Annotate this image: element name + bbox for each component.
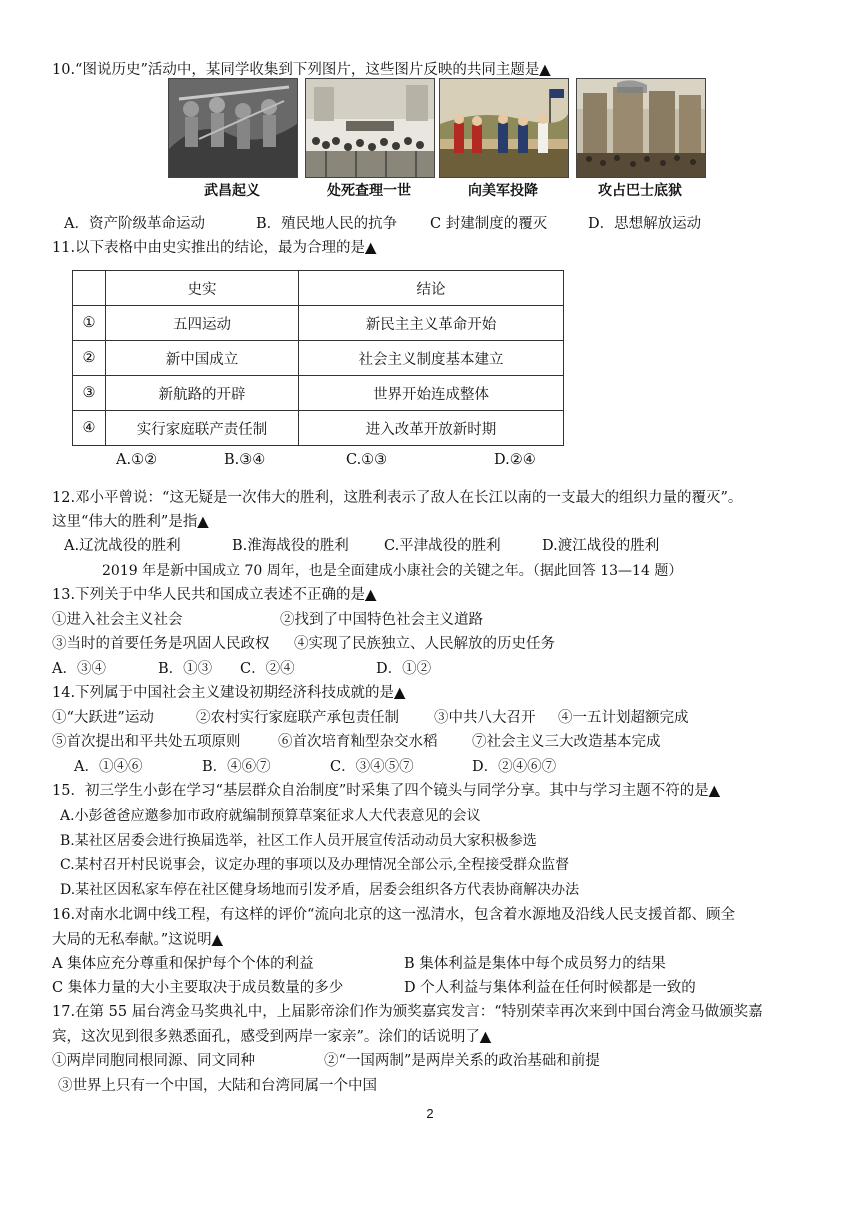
q16-option-a[interactable]: A 集体应充分尊重和保护每个个体的利益: [52, 956, 314, 972]
row-number: ④: [73, 411, 106, 446]
q11-option-a[interactable]: A.①②: [116, 452, 158, 468]
q12-stem-line1: 12.邓小平曾说：“这无疑是一次伟大的胜利，这胜利表示了敌人在长江以南的一支最大的组织力量的覆灭”。: [52, 490, 743, 506]
q15-option-b[interactable]: B.某社区居委会进行换届选举，社区工作人员开展宣传活动动员大家积极参选: [60, 833, 537, 849]
q14-option-d[interactable]: D．②④⑥⑦: [472, 759, 557, 775]
q11-option-b[interactable]: B.③④: [224, 452, 266, 468]
q10-option-a[interactable]: A．资产阶级革命运动: [64, 216, 205, 232]
q14-stem: 14.下列属于中国社会主义建设初期经济科技成就的是▲: [52, 684, 406, 701]
q12-option-d[interactable]: D.渡江战役的胜利: [542, 538, 660, 554]
q13-item-2: ②找到了中国特色社会主义道路: [280, 612, 483, 628]
q17-item-1: ①两岸同胞同根同源、同文同种: [52, 1053, 255, 1069]
q12-option-c[interactable]: C.平津战役的胜利: [384, 538, 501, 554]
answer-blank: ▲: [479, 1028, 492, 1045]
q17-stem-line1: 17.在第 55 届台湾金马奖典礼中，上届影帝涂们作为颁奖嘉宾发言：“特别荣幸再次来到中国台湾金马做颁奖嘉: [52, 1004, 763, 1020]
page-number: 2: [426, 1106, 434, 1121]
q15-option-c[interactable]: C.某村召开村民说事会，议定办理的事项以及办理情况全部公示,全程接受群众监督: [60, 857, 570, 873]
answer-blank: ▲: [197, 513, 209, 530]
q10-option-d[interactable]: D．思想解放运动: [588, 216, 702, 232]
q16-option-c[interactable]: C 集体力量的大小主要取决于成员数量的多少: [52, 980, 344, 996]
table-row: [73, 306, 564, 341]
row-number: ③: [73, 376, 106, 411]
row-number: ①: [73, 306, 106, 341]
q13-option-c[interactable]: C．②④: [240, 661, 295, 677]
storming-of-bastille-image: [576, 78, 706, 178]
q11-table: [72, 270, 564, 446]
answer-blank: ▲: [539, 61, 551, 78]
image-caption: 攻占巴士底狱: [598, 183, 682, 199]
row-conclusion: 进入改革开放新时期: [299, 411, 564, 446]
q14-item-1: ①“大跃进”运动: [52, 710, 154, 726]
row-conclusion: 社会主义制度基本建立: [299, 341, 564, 376]
q11-option-d[interactable]: D.②④: [494, 452, 536, 468]
q14-item-6: ⑥首次培育籼型杂交水稻: [278, 734, 438, 750]
q15-stem: 15．初三学生小彭在学习“基层群众自治制度”时采集了四个镜头与同学分享。其中与学习主题不符的是▲: [52, 782, 720, 799]
answer-blank: ▲: [394, 684, 406, 701]
q10-option-b[interactable]: B．殖民地人民的抗争: [256, 216, 398, 232]
q10-option-c[interactable]: C 封建制度的覆灭: [430, 216, 548, 232]
row-conclusion: 新民主主义革命开始: [299, 306, 564, 341]
row-fact: 实行家庭联产责任制: [106, 411, 299, 446]
answer-blank: ▲: [211, 931, 223, 948]
q13-stem: 13.下列关于中华人民共和国成立表述不正确的是▲: [52, 586, 377, 603]
image-caption: 处死查理一世: [327, 183, 411, 199]
q14-item-2: ②农村实行家庭联产承包责任制: [196, 710, 399, 726]
q15-option-a[interactable]: A.小彭爸爸应邀参加市政府就编制预算草案征求人大代表意见的会议: [60, 808, 481, 824]
table-row: [73, 376, 564, 411]
answer-blank: ▲: [365, 586, 377, 603]
answer-blank: ▲: [365, 239, 377, 256]
q14-item-5: ⑤首次提出和平共处五项原则: [52, 734, 241, 750]
q13-item-3: ③当时的首要任务是巩固人民政权: [52, 636, 270, 652]
answer-blank: ▲: [708, 782, 720, 799]
q14-option-b[interactable]: B．④⑥⑦: [202, 759, 271, 775]
q14-item-3: ③中共八大召开: [434, 710, 536, 726]
table-header-conclusion: 结论: [299, 271, 564, 306]
q13-option-b[interactable]: B．①③: [158, 661, 213, 677]
q11-option-c[interactable]: C.①③: [346, 452, 388, 468]
surrender-to-american-army-image: [439, 78, 569, 178]
table-header-row: [73, 271, 564, 306]
wuchang-uprising-image: [168, 78, 298, 178]
q17-stem-line2: 宾，这次见到很多熟悉面孔，感受到两岸一家亲”。涂们的话说明了▲: [52, 1028, 492, 1045]
q12-option-b[interactable]: B.淮海战役的胜利: [232, 538, 349, 554]
q13-item-4: ④实现了民族独立、人民解放的历史任务: [294, 636, 555, 652]
q16-option-b[interactable]: B 集体利益是集体中每个成员努力的结果: [404, 956, 666, 972]
q10-stem: 10.“图说历史”活动中，某同学收集到下列图片，这些图片反映的共同主题是▲: [52, 61, 551, 78]
table-corner-cell: [73, 271, 106, 306]
row-fact: 五四运动: [106, 306, 299, 341]
q17-item-3: ③世界上只有一个中国，大陆和台湾同属一个中国: [58, 1078, 377, 1094]
q15-option-d[interactable]: D.某社区因私家车停在社区健身场地而引发矛盾，居委会组织各方代表协商解决办法: [60, 882, 580, 898]
table-row: [73, 411, 564, 446]
row-fact: 新中国成立: [106, 341, 299, 376]
q13-option-a[interactable]: A．③④: [52, 661, 106, 677]
image-caption: 向美军投降: [468, 183, 538, 199]
q16-option-d[interactable]: D 个人利益与集体利益在任何时候都是一致的: [404, 980, 696, 996]
q13-item-1: ①进入社会主义社会: [52, 612, 183, 628]
q16-stem-line1: 16.对南水北调中线工程，有这样的评价“流向北京的这一泓清水，包含着水源地及沿线人民支援首都、顾全: [52, 907, 735, 923]
intro-13-14: 2019 年是新中国成立 70 周年，也是全面建成小康社会的关键之年。（据此回答 13—14 题）: [102, 563, 683, 579]
image-caption: 武昌起义: [204, 183, 260, 199]
row-number: ②: [73, 341, 106, 376]
q14-option-a[interactable]: A．①④⑥: [74, 759, 143, 775]
q14-option-c[interactable]: C．③④⑤⑦: [330, 759, 414, 775]
q12-stem-line2: 这里“伟大的胜利”是指▲: [52, 513, 209, 530]
q11-stem: 11.以下表格中由史实推出的结论，最为合理的是▲: [52, 239, 377, 256]
table-header-fact: 史实: [106, 271, 299, 306]
q14-item-4: ④一五计划超额完成: [558, 710, 689, 726]
row-fact: 新航路的开辟: [106, 376, 299, 411]
execution-of-charles-i-image: [305, 78, 435, 178]
q12-option-a[interactable]: A.辽沈战役的胜利: [64, 538, 181, 554]
q13-option-d[interactable]: D．①②: [376, 661, 432, 677]
q16-stem-line2: 大局的无私奉献。”这说明▲: [52, 931, 223, 948]
table-row: [73, 341, 564, 376]
q14-item-7: ⑦社会主义三大改造基本完成: [472, 734, 661, 750]
q17-item-2: ②“一国两制”是两岸关系的政治基础和前提: [324, 1053, 600, 1069]
row-conclusion: 世界开始连成整体: [299, 376, 564, 411]
